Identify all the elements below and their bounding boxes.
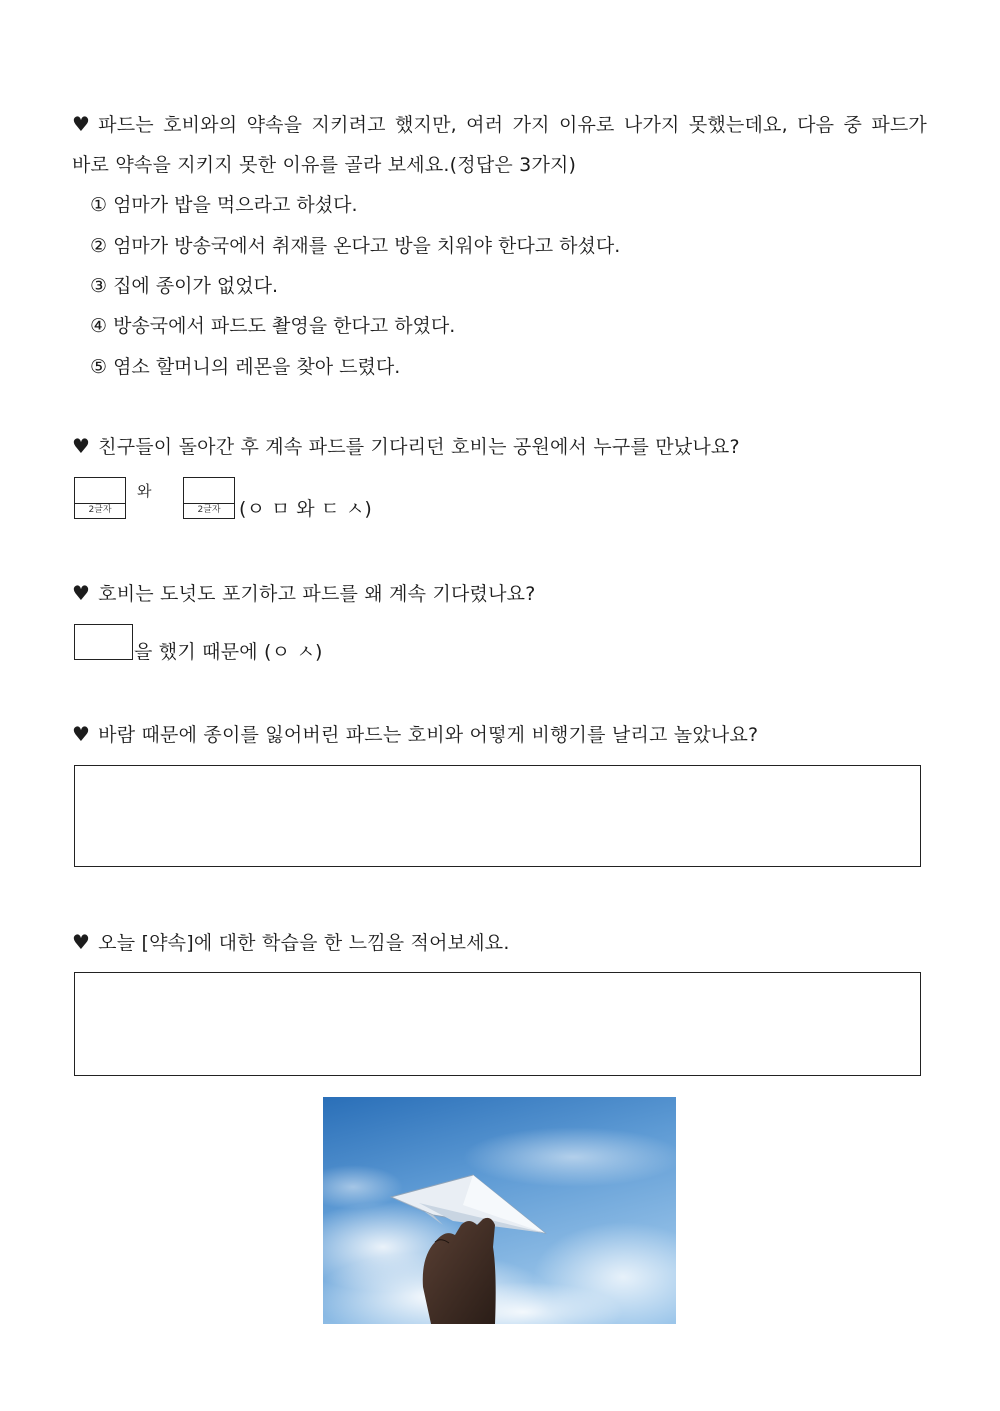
q1-option-2[interactable]: ② 엄마가 방송국에서 취재를 온다고 방을 치워야 한다고 하셨다. (90, 235, 621, 257)
q3-question (72, 579, 536, 606)
q5-answer-area[interactable] (74, 972, 921, 1076)
q3-suffix: 을 했기 때문에 (ㅇ ㅅ) (134, 641, 323, 663)
q2-hint: (ㅇ ㅁ 와 ㄷ ㅅ) (239, 498, 372, 520)
q5-text: 오늘 [약속]에 대한 학습을 한 느낌을 적어보세요. (98, 932, 510, 954)
q5-question (72, 928, 510, 955)
answer-box-1[interactable] (74, 477, 126, 519)
q1-option-3[interactable]: ③ 집에 종이가 없었다. (90, 275, 279, 297)
q4-answer-area[interactable] (74, 765, 921, 867)
q3-text: 호비는 도넛도 포기하고 파드를 왜 계속 기다렸나요? (98, 583, 536, 605)
paper-airplane-photo (323, 1097, 676, 1324)
answer-box-2-hint: 2글자 (184, 503, 234, 518)
q1-text-line1: 파드는 호비와의 약속을 지키려고 했지만, 여러 가지 이유로 나가지 못했는데요, 다음 중 파드가 (98, 114, 927, 136)
heart-icon: ♥ (72, 434, 91, 458)
q4-text: 바람 때문에 종이를 잃어버린 파드는 호비와 어떻게 비행기를 날리고 놀았나요? (98, 724, 759, 746)
answer-box-1-hint: 2글자 (75, 503, 125, 518)
q1-option-5[interactable]: ⑤ 염소 할머니의 레몬을 찾아 드렸다. (90, 356, 401, 378)
q2-connector: 와 (137, 482, 152, 500)
heart-icon: ♥ (72, 112, 91, 136)
heart-icon: ♥ (72, 930, 91, 954)
q4-question (72, 720, 758, 747)
heart-icon: ♥ (72, 722, 91, 746)
q2-text: 친구들이 돌아간 후 계속 파드를 기다리던 호비는 공원에서 누구를 만났나요? (98, 436, 740, 458)
paper-airplane-illustration (323, 1097, 676, 1324)
q1-line1 (72, 110, 927, 137)
heart-icon: ♥ (72, 581, 91, 605)
q1-option-4[interactable]: ④ 방송국에서 파드도 촬영을 한다고 하였다. (90, 315, 456, 337)
answer-box-2[interactable] (183, 477, 235, 519)
q3-answer-box[interactable] (74, 624, 133, 660)
q1-text-line2: 바로 약속을 지키지 못한 이유를 골라 보세요.(정답은 3가지) (72, 154, 577, 176)
q2-question (72, 432, 740, 459)
q1-option-1[interactable]: ① 엄마가 밥을 먹으라고 하셨다. (90, 194, 358, 216)
